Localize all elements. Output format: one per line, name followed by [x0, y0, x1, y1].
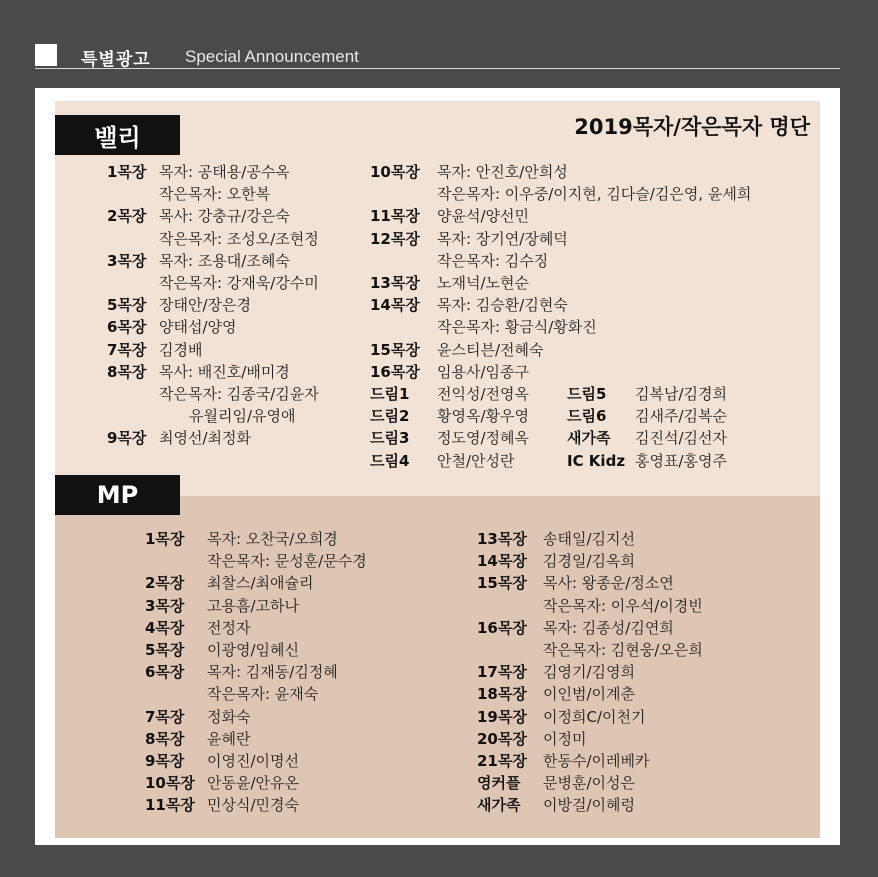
- member-names: 한동수/이레베카: [543, 752, 650, 770]
- group-label: 20목장: [477, 729, 527, 748]
- group-label: 14목장: [370, 296, 420, 315]
- member-names: 윤스티븐/전혜숙: [437, 340, 544, 359]
- group-label: 7목장: [107, 340, 147, 359]
- member-names: 이정희C/이천기: [543, 707, 646, 726]
- member-names: 이광영/임혜신: [207, 641, 299, 659]
- member-names: 이방걸/이혜렁: [543, 796, 635, 815]
- member-names: 목자: 김종성/김연희: [543, 618, 674, 637]
- member-names: 안동윤/안유온: [207, 774, 299, 793]
- mp-tag: MP: [55, 475, 180, 515]
- group-label: 13목장: [477, 530, 527, 548]
- member-names: 노재넉/노현순: [437, 274, 529, 292]
- group-label: 7목장: [145, 707, 185, 726]
- member-names: 윤혜란: [207, 729, 251, 748]
- group-label: 19목장: [477, 707, 527, 726]
- announcement-card: [35, 88, 840, 845]
- member-names: 양윤석/양선민: [437, 207, 529, 226]
- member-names: 유월리임/유영애: [189, 407, 296, 426]
- member-names: 목사: 강충규/강은숙: [159, 207, 290, 226]
- group-label: IC Kidz: [567, 451, 626, 470]
- group-label: 18목장: [477, 685, 527, 704]
- member-names: 작은목자: 이우석/이경빈: [543, 596, 703, 615]
- group-label: 1목장: [145, 530, 185, 548]
- group-label: 17목장: [477, 663, 527, 682]
- group-label: 5목장: [107, 296, 147, 315]
- member-names: 홍영표/홍영주: [635, 451, 727, 470]
- group-label: 15목장: [370, 340, 420, 359]
- group-label: 16목장: [477, 618, 527, 637]
- group-label: 10목장: [370, 163, 420, 181]
- member-names: 김새주/김복순: [635, 407, 727, 426]
- member-names: 작은목자: 김수징: [437, 251, 549, 270]
- member-names: 목자: 오찬국/오희경: [207, 530, 338, 548]
- group-label: 영커플: [477, 774, 521, 793]
- member-names: 최찰스/최애슐리: [207, 574, 314, 593]
- group-label: 1목장: [107, 163, 147, 181]
- member-names: 작은목자: 윤재숙: [207, 685, 319, 704]
- group-label: 11목장: [145, 796, 195, 815]
- member-names: 문병훈/이성은: [543, 774, 635, 793]
- member-names: 김경일/김옥희: [543, 552, 635, 571]
- member-names: 작은목자: 김종국/김윤자: [159, 385, 319, 403]
- member-names: 작은목자: 황금식/황화진: [437, 318, 597, 337]
- section-header: [35, 44, 840, 69]
- member-names: 작은목자: 김현웅/오은희: [543, 641, 703, 659]
- header-square-icon: [35, 44, 57, 66]
- member-names: 목자: 장기연/장혜덕: [437, 229, 568, 248]
- group-label: 드림5: [567, 385, 607, 403]
- valley-tag: 밸리: [55, 115, 180, 155]
- member-names: 목사: 배진호/배미경: [159, 362, 290, 381]
- group-label: 9목장: [107, 429, 147, 448]
- group-label: 2목장: [145, 574, 185, 593]
- member-names: 정도영/정혜옥: [437, 429, 529, 448]
- member-names: 작은목자: 문성훈/문수경: [207, 552, 367, 571]
- group-label: 4목장: [145, 618, 185, 637]
- group-label: 12목장: [370, 229, 420, 248]
- group-label: 2목장: [107, 207, 147, 226]
- group-label: 3목장: [145, 596, 185, 615]
- group-label: 15목장: [477, 574, 527, 593]
- valley-section: [55, 101, 820, 496]
- member-names: 작은목자: 이우중/이지현, 김다슬/김은영, 윤세희: [437, 185, 752, 204]
- member-names: 전익성/전영옥: [437, 385, 529, 403]
- member-names: 목자: 김재동/김정혜: [207, 663, 338, 682]
- member-names: 김영기/김영희: [543, 663, 635, 682]
- member-names: 정화숙: [207, 707, 251, 726]
- group-label: 드림1: [370, 385, 410, 403]
- member-names: 목자: 공태용/공수옥: [159, 163, 290, 181]
- group-label: 8목장: [145, 729, 185, 748]
- member-names: 전정자: [207, 618, 251, 637]
- group-label: 드림6: [567, 407, 607, 426]
- member-names: 양태섭/양영: [159, 318, 237, 337]
- group-label: 새가족: [477, 796, 521, 815]
- member-names: 이인범/이계춘: [543, 685, 635, 704]
- member-names: 장태안/장은경: [159, 296, 251, 315]
- mp-section: [55, 481, 820, 838]
- group-label: 3목장: [107, 251, 147, 270]
- member-names: 민상식/민경숙: [207, 796, 299, 815]
- group-label: 16목장: [370, 362, 420, 381]
- member-names: 작은목자: 강재욱/강수미: [159, 274, 319, 292]
- group-label: 드림3: [370, 429, 410, 448]
- group-label: 21목장: [477, 752, 527, 770]
- member-names: 목자: 김승환/김현숙: [437, 296, 568, 315]
- header-title-english: Special Announcement: [185, 47, 359, 66]
- group-label: 드림4: [370, 451, 410, 470]
- roster-title: 2019목자/작은목자 명단: [574, 115, 810, 139]
- group-label: 10목장: [145, 774, 195, 793]
- member-names: 안철/안성란: [437, 451, 515, 470]
- member-names: 작은목자: 조성오/조현정: [159, 229, 319, 248]
- member-names: 임용사/임종구: [437, 362, 529, 381]
- header-title-korean: 특별광고: [81, 50, 151, 70]
- member-names: 황영옥/황우영: [437, 407, 529, 426]
- member-names: 이영진/이명선: [207, 752, 299, 770]
- group-label: 13목장: [370, 274, 420, 292]
- member-names: 목자: 조용대/조혜숙: [159, 251, 290, 270]
- member-names: 김경배: [159, 340, 203, 359]
- group-label: 5목장: [145, 641, 185, 659]
- member-names: 김복남/김경희: [635, 385, 727, 403]
- group-label: 9목장: [145, 752, 185, 770]
- member-names: 김진석/김선자: [635, 429, 727, 448]
- member-names: 작은목자: 오한복: [159, 185, 271, 204]
- group-label: 6목장: [145, 663, 185, 682]
- member-names: 최영선/최정화: [159, 429, 251, 448]
- member-names: 목자: 안진호/안희성: [437, 163, 568, 181]
- group-label: 14목장: [477, 552, 527, 571]
- group-label: 8목장: [107, 362, 147, 381]
- group-label: 6목장: [107, 318, 147, 337]
- group-label: 드림2: [370, 407, 410, 426]
- group-label: 11목장: [370, 207, 420, 226]
- member-names: 이정미: [543, 729, 587, 748]
- group-label: 새가족: [567, 429, 611, 448]
- member-names: 고용흠/고하나: [207, 596, 299, 615]
- member-names: 송태일/김지선: [543, 530, 635, 548]
- member-names: 목사: 왕종운/정소연: [543, 574, 674, 593]
